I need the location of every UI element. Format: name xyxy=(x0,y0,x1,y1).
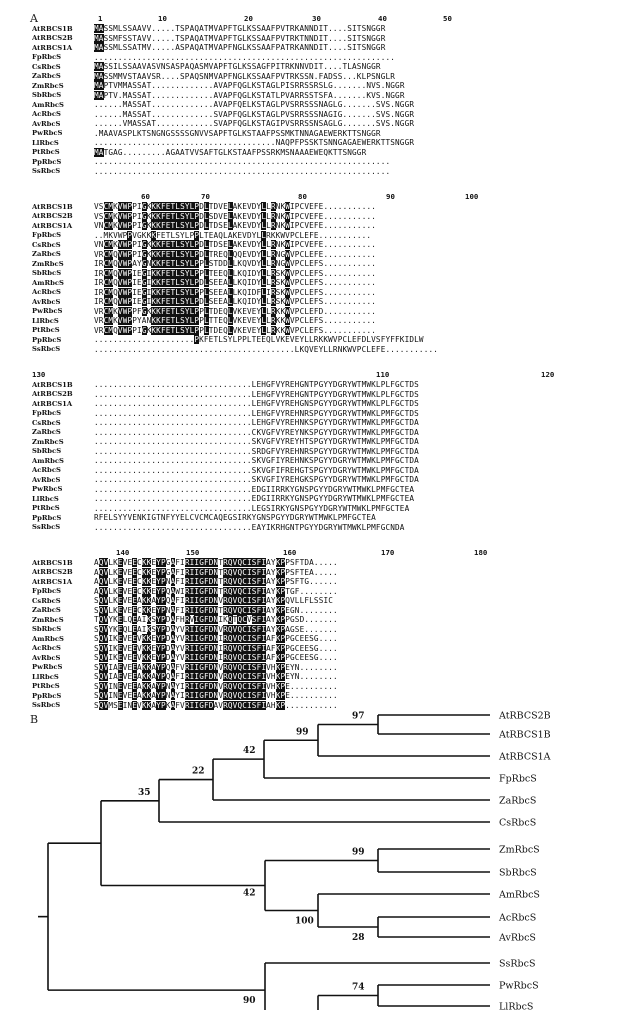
bootstrap-value: 97 xyxy=(352,711,365,722)
position-label: 180 xyxy=(474,548,488,557)
sequence-residues: ..........................................LKQVEYLLRNKWVPCLEFE........... xyxy=(94,344,439,354)
sequence-residues: .............................................................. xyxy=(94,166,391,176)
sequence-name: ZmRbcS xyxy=(32,615,64,624)
position-label: 50 xyxy=(443,14,452,23)
sequence-residues: .................................SKVGFIFREHGTSPGYYDGRYWTMWKLPMFGCTDA xyxy=(94,465,419,475)
sequence-residues: AQVLKEVEECKKEYPGAFIRIIGFDNTRQVQCISFIAYKPPSFTEA..... xyxy=(94,567,338,577)
sequence-residues: .................................SRDGFVYREHNRSPGYYDGRYWTMWKLPMFGCTDA xyxy=(94,446,419,456)
sequence-name: PwRbcS xyxy=(32,129,63,138)
sequence-name: LlRbcS xyxy=(32,138,59,147)
sequence-name: AtRBCS2B xyxy=(32,34,73,43)
sequence-residues: ..MKVWPPVGKKKFETLSYLPPLTEAQLAKEVDYLLRKKWVPCLEFE........... xyxy=(94,230,372,240)
sequence-residues: SQVIAEVEEAKKAYPQAFVRIIGFDNVRQVQCISFIVHKPEYN........ xyxy=(94,662,338,672)
position-label: 110 xyxy=(376,370,390,379)
position-label: 70 xyxy=(201,192,210,201)
sequence-name: SsRbcS xyxy=(32,701,61,710)
sequence-name: AcRbcS xyxy=(32,644,61,653)
bootstrap-value: 90 xyxy=(243,996,256,1007)
sequence-name: SsRbcS xyxy=(32,523,61,532)
position-label: 150 xyxy=(186,548,200,557)
sequence-residues: VRCMQVWPPIGKKKFETLSYLPDLTREQLQQEVDYLLRNGWVPCLEFE........... xyxy=(94,249,377,259)
position-label: 140 xyxy=(116,548,130,557)
sequence-residues: SQVIAEVEEAKKAYPQAFIRIIGFDNVRQVQCISFIVHKPEYN........ xyxy=(94,672,338,681)
sequence-residues: MATGAG.........AGAATVVSAFTGLKSTAAFPSSRKMSNAAAEWEQKTTSNGGR xyxy=(94,147,367,157)
sequence-residues: ............................................................... xyxy=(94,52,396,62)
sequence-name: ZaRbcS xyxy=(32,606,61,615)
sequence-name: LlRbcS xyxy=(32,672,59,681)
sequence-residues: VRCMKVWPPYANKKFETLSYLPPLTTEQLVKEVEYLLRKKWVPCLEFS........... xyxy=(94,316,377,325)
sequence-name: FpRbcS xyxy=(32,409,62,418)
sequence-residues: MAPTVMMASSAT.............AVAPFQGLKSTAGLPISRRSSRSLG.......NVS.NGGR xyxy=(94,81,405,90)
position-label: 60 xyxy=(141,192,150,201)
bootstrap-value: 42 xyxy=(243,746,256,757)
sequence-residues: ......MASSAT.............AVAPFQELKSTAGLPVSRRSSSNAGLG.......SVS.NGGR xyxy=(94,100,415,109)
sequence-residues: VSCMKVWPPIGKKKFETLSYLPDLTDVELAKEVDYLLRNKWIPCVEFE........... xyxy=(94,202,377,211)
sequence-residues: SQVINEVEEAKKAYPNAYIRIIGFDNVRQVQCISFIVHKPE.......... xyxy=(94,681,338,691)
sequence-name: PpRbcS xyxy=(32,335,62,344)
sequence-name: AtRBCS1A xyxy=(32,221,73,230)
sequence-name: ZmRbcS xyxy=(32,437,64,446)
sequence-name: AtRBCS2B xyxy=(32,390,73,399)
sequence-residues: ......VMASSAT............SVAPFQGLKSTAGIPVSRRSSNSAGLG.......SVS.NGGR xyxy=(94,119,415,128)
sequence-residues: .................................LEHGFVYREHNKSPGYYDGRYWTMWKLPMFGCTDA xyxy=(94,418,419,427)
sequence-name: CsRbcS xyxy=(32,596,61,605)
sequence-name: AvRbcS xyxy=(32,119,61,128)
sequence-name: AtRBCS1A xyxy=(32,43,73,52)
sequence-name: ZaRbcS xyxy=(32,72,61,81)
taxon-label: AtRBCS1A xyxy=(499,751,551,763)
sequence-residues: IRCMQVWPIEGIKKFETLSYLPPLSEEALLKQIDFLIRSKWVPCLEFS........... xyxy=(94,287,377,297)
sequence-residues: MASSMMVSTAAVSR....SPAQSNMVAPFNGLKSSAAFPVTRKSSN.FADSS...KLPSNGLR xyxy=(94,71,396,81)
sequence-residues: SQVIKEVEEVKKEYPDAYVRIIGFDNIRQVQCISFIAFKPPGCEESG.... xyxy=(94,634,338,643)
taxon-label: CsRbcS xyxy=(499,817,537,829)
sequence-residues: IRCMQVWPIEGIKKFETLSYLPDLSEEALLKQIDYLLRSKWVPCLEFS........... xyxy=(94,278,377,287)
sequence-name: LlRbcS xyxy=(32,494,59,503)
sequence-residues: MASSMFSSTAVV.....TSPAQATMVAPFTGLKSSAAFPVTRKTNNDIT....SITSNGGR xyxy=(94,33,386,43)
sequence-name: AtRBCS1B xyxy=(32,24,73,33)
taxon-label: LlRbcS xyxy=(499,1001,534,1010)
sequence-name: PpRbcS xyxy=(32,157,62,166)
sequence-residues: .................................LEHGFVYREHGNTPGYYDGRYWTMWKLPLFGCTDS xyxy=(94,389,419,399)
taxon-label: AtRBCS2B xyxy=(499,710,551,722)
sequence-residues: ......MASSAT.............SVAPFQGLKSTAGLPVSRRSSSNAGIG.......SVS.NGGR xyxy=(94,109,415,119)
sequence-name: PtRbcS xyxy=(32,504,60,513)
position-label: 130 xyxy=(32,370,46,379)
sequence-residues: .................................SKVGFIYREHNKSPGYYDGRYWTMWKLPMFGCTDA xyxy=(94,456,419,465)
bootstrap-value: 22 xyxy=(192,766,205,777)
sequence-residues: VSCMKVWPPIGKKKFETLSYLPDLSDVELAKEVDYLLRNKWIPCVEFE........... xyxy=(94,211,377,221)
sequence-residues: SQVLKEVEECKKEYPNAFIRIIGFDNTRQVQCISFIAYKPEGN........ xyxy=(94,605,338,615)
sequence-name: CsRbcS xyxy=(32,62,61,71)
position-label: 80 xyxy=(298,192,307,201)
taxon-label: SsRbcS xyxy=(499,958,536,970)
sequence-name: AvRbcS xyxy=(32,297,61,306)
sequence-residues: .................................SKVGFIYREHGKSPGYYDGRYWTMWKLPMFGCTDA xyxy=(94,475,419,484)
sequence-residues: IRCMQVWPAYGNKKFETLSYLPPLSTDDLLKQVDYLLRNGWVPCLEFS........... xyxy=(94,259,377,268)
position-label: 160 xyxy=(283,548,297,557)
sequence-name: AmRbcS xyxy=(32,278,64,287)
bootstrap-value: 99 xyxy=(296,727,309,738)
sequence-residues: ......................................NAQPFPSSKTSNNGAGAEWERKTTSNGGR xyxy=(94,138,415,147)
sequence-name: PwRbcS xyxy=(32,307,63,316)
panel-a-label: A xyxy=(30,12,38,25)
taxon-label: AvRbcS xyxy=(499,932,536,944)
bootstrap-value: 74 xyxy=(352,982,365,993)
sequence-name: AtRBCS2B xyxy=(32,568,73,577)
sequence-name: AmRbcS xyxy=(32,100,64,109)
sequence-name: PwRbcS xyxy=(32,485,63,494)
sequence-residues: .................................EDGIIRRKYGNSPGYYDGRYWTMWKLPMFGCTEA xyxy=(94,494,415,503)
sequence-name: PtRbcS xyxy=(32,682,60,691)
sequence-name: CsRbcS xyxy=(32,418,61,427)
sequence-residues: VRCMKVWPPFGKKKFETLSYLPPLTDEQLVKEVEYLLRKKWVPCLEFD........... xyxy=(94,306,377,316)
sequence-residues: SQVIKEVEEVKKEYPDAYVRIIGFDNIRQVQCISFIAFKPPGCEESG.... xyxy=(94,653,338,662)
sequence-residues: .............................................................. xyxy=(94,157,391,166)
sequence-name: CsRbcS xyxy=(32,240,61,249)
sequence-name: SbRbcS xyxy=(32,625,62,634)
sequence-residues: IRCMQVWPIEGIKKFETLSYLPPLTEEQLLKQIDYLLRSKWVPCLEFS........... xyxy=(94,268,377,278)
sequence-name: PpRbcS xyxy=(32,513,62,522)
sequence-name: SsRbcS xyxy=(32,167,61,176)
sequence-name: AmRbcS xyxy=(32,634,64,643)
sequence-name: ZmRbcS xyxy=(32,259,64,268)
bootstrap-value: 42 xyxy=(243,888,256,899)
sequence-name: AcRbcS xyxy=(32,466,61,475)
sequence-residues: AQVLKEVEECKKEYPQAWIRIIGFDNTRQVQCISFIAYKPTGF........ xyxy=(94,586,338,596)
sequence-residues: .MAAVASPLKTSNGNGSSSSGNVVSAPFTGLKSTAAFPSSMKTNNAGAEWERKTTSNGGR xyxy=(94,128,381,138)
sequence-residues: VRCMQVWPPIGKKKFETLSYLPPLTDEQLVKEVEYLLRKKWVPCLEFS........... xyxy=(94,325,377,335)
sequence-residues: AQVLKEVEECKKEYPGAFIRIIGFDNTRQVQCISFIAYKPPSFTDA..... xyxy=(94,558,338,567)
position-label: 40 xyxy=(378,14,387,23)
sequence-residues: VNCMKVWPPIGKKKFETLSYLPDLTDSELAKEVDYLLRNKWIPCVEFE........... xyxy=(94,221,377,230)
taxon-label: ZaRbcS xyxy=(499,795,537,807)
sequence-name: AmRbcS xyxy=(32,456,64,465)
sequence-residues: SQVINEVEEAKKAYPNAYIRIIGFDNVRQVQCISFIVHKPE.......... xyxy=(94,691,338,700)
sequence-residues: IRCMQVWPIEGIKKFETLSYLPDLSEEALLKQIDYLLRSKWVPCLEFS........... xyxy=(94,297,377,306)
position-label: 20 xyxy=(244,14,253,23)
panel-b-label: B xyxy=(30,713,39,726)
bootstrap-value: 28 xyxy=(352,933,365,943)
sequence-name: AtRBCS2B xyxy=(32,212,73,221)
sequence-name: AtRBCS1A xyxy=(32,399,73,408)
sequence-name: ZmRbcS xyxy=(32,81,64,90)
sequence-residues: MASSILSSAAVASVNSASPAQASMVAPFTGLKSSAGFPITRKNNVDIT....TLASNGGR xyxy=(94,62,381,71)
sequence-name: AtRBCS1B xyxy=(32,202,73,211)
bootstrap-value: 100 xyxy=(295,916,314,927)
sequence-name: AcRbcS xyxy=(32,288,61,297)
sequence-residues: SQVMSEINEVKKAYPKAFVRIIGFDAVRQVQCISFIAHKP........... xyxy=(94,700,338,710)
sequence-residues: .................................EDGIIRRKYGNSPGYYDGRYWTMWKLPMFGCTEA xyxy=(94,484,415,494)
sequence-name: SbRbcS xyxy=(32,91,62,100)
sequence-residues: MASSMLSSAAVV.....TSPAQATMVAPFTGLKSSAAFPVTRKANNDIT....SITSNGGR xyxy=(94,24,386,33)
position-label: 100 xyxy=(465,192,479,201)
position-label: 170 xyxy=(381,548,395,557)
sequence-name: FpRbcS xyxy=(32,53,62,62)
sequence-name: AcRbcS xyxy=(32,110,61,119)
position-label: 30 xyxy=(312,14,321,23)
bootstrap-value: 99 xyxy=(352,847,365,858)
sequence-name: PpRbcS xyxy=(32,691,62,700)
sequence-residues: SQVYKEQLEAIKSYPDAYVRIIGFDNVRQVQCISFIAYKPAGSE....... xyxy=(94,624,338,634)
position-label: 90 xyxy=(386,192,395,201)
sequence-residues: SQVIKEVEEVKKEYPDAYVRIIGFDNIRQVQCISFIAFKPPGCEESG.... xyxy=(94,643,338,653)
taxon-label: PwRbcS xyxy=(499,980,539,992)
taxon-label: ZmRbcS xyxy=(499,844,540,856)
sequence-name: PtRbcS xyxy=(32,148,60,157)
sequence-residues: .................................EAYIKRHGNTPGYYDGRYWTMWKLPMFGCNDA xyxy=(94,522,405,532)
sequence-name: AtRBCS1A xyxy=(32,577,73,586)
sequence-residues: VNCMKVWPPIGKKKFETLSYLPDLTDSELAKEVDYLLRNKWIPCVEFE........... xyxy=(94,240,377,249)
sequence-name: PwRbcS xyxy=(32,663,63,672)
taxon-label: FpRbcS xyxy=(499,773,537,785)
sequence-residues: .................................LEGSIRKYGNSPGYYDGRYWTMWKLPMFGCTEA xyxy=(94,503,410,513)
sequence-residues: .................................CKVGFVYREYNKSPGYYDGRYWTMWKLPMFGCTDA xyxy=(94,427,419,437)
sequence-residues: .................................LEHGFVYREHNRSPGYYDGRYWTMWKLPMFGCTDS xyxy=(94,408,419,418)
sequence-residues: .....................PKFETLSYLPPLTEEQLVKEVEYLLRKKWVPCLEFDLVSFYFFKIDLW xyxy=(94,335,424,344)
taxon-label: SbRbcS xyxy=(499,867,537,879)
sequence-name: AvRbcS xyxy=(32,475,61,484)
sequence-name: PtRbcS xyxy=(32,326,60,335)
sequence-residues: RFELSYYVENKIGTNFYYELCVCMCAQEGSIRKYGNSPGYYDGRYWTMWKLPMFGCTEA xyxy=(94,513,376,522)
sequence-residues: MASSMLSSATMV.....ASPAQATMVAPFNGLKSSAAFPATRKANNDIT....SITSNGGR xyxy=(94,43,386,52)
sequence-residues: .................................LEHGFVYREHGNTPGYYDGRYWTMWKLPLFGCTDS xyxy=(94,380,419,389)
sequence-name: ZaRbcS xyxy=(32,428,61,437)
taxon-label: AcRbcS xyxy=(499,912,537,924)
sequence-residues: SQVLKEVEEAKKAYPQAFIRIIGFDNVRQVQCISFIAYKPQVLLFLSSIC xyxy=(94,596,334,605)
sequence-name: SbRbcS xyxy=(32,269,62,278)
sequence-name: SbRbcS xyxy=(32,447,62,456)
taxon-label: AtRBCS1B xyxy=(499,729,551,741)
sequence-name: SsRbcS xyxy=(32,345,61,354)
position-label: 1 xyxy=(98,14,103,23)
sequence-residues: .................................SKVGFVYREYHTSPGYYDGRYWTMWKLPMFGCTDA xyxy=(94,437,419,446)
sequence-name: AtRBCS1B xyxy=(32,558,73,567)
sequence-name: LlRbcS xyxy=(32,316,59,325)
bootstrap-value: 35 xyxy=(138,787,151,798)
sequence-residues: .................................LEHGFVYREHGNSPGYYDGRYWTMWKLPLFGCTDS xyxy=(94,399,419,408)
sequence-name: AtRBCS1B xyxy=(32,380,73,389)
sequence-residues: AQVLKEVEECKKEYPNAFIRIIGFDNTRQVQCISFIAYKPPSFTG...... xyxy=(94,577,338,586)
sequence-name: FpRbcS xyxy=(32,231,62,240)
sequence-name: FpRbcS xyxy=(32,587,62,596)
position-label: 120 xyxy=(541,370,555,379)
sequence-residues: MAPTV.MASSAT.............AVAPFQGLKSTATLPVARRSSTSFA.......KVS.NGGR xyxy=(94,90,405,100)
taxon-label: AmRbcS xyxy=(499,889,540,901)
sequence-name: ZaRbcS xyxy=(32,250,61,259)
sequence-name: AvRbcS xyxy=(32,653,61,662)
position-label: 10 xyxy=(158,14,167,23)
sequence-residues: TQVYKELQEAIKSYPDAFHRVIGFDNIKQTQCVSFIAYKPPGSD....... xyxy=(94,615,338,624)
